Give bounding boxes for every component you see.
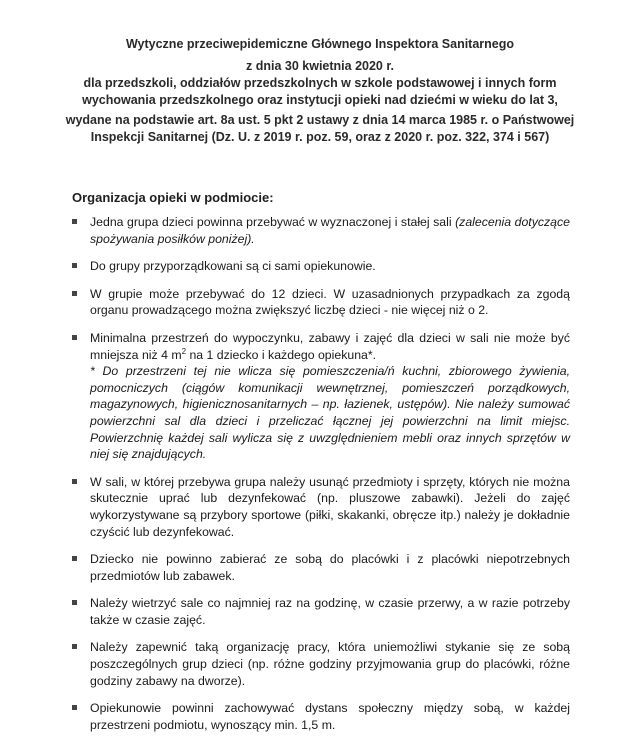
item-text: W grupie może przebywać do 12 dzieci. W uzasadnionych przypadkach za zgodą organu prowadzącego można zwiększyć liczbę dzieci - nie więcej niż o 2.	[90, 286, 570, 318]
list-item	[72, 474, 570, 540]
legal-line-2: Inspekcji Sanitarnej (Dz. U. z 2019 r. poz. 59, oraz z 2020 r. poz. 322, 374 i 567)	[90, 130, 550, 144]
item-text: Do grupy przyporządkowani są ci sami opiekunowie.	[90, 259, 376, 274]
section-title: Organizacja opieki w podmiocie:	[72, 190, 274, 205]
list-item	[72, 700, 570, 733]
item-text: Minimalna przestrzeń do wypoczynku, zabawy i zajęć dla dzieci w sali nie może być mniejsza niż 4 m	[90, 330, 570, 362]
item-text: Opiekunowie powinni zachowywać dystans społeczny między sobą, w każdej przestrzeni podmiotu, wynoszący min. 1,5 m.	[90, 701, 570, 732]
item-text: Należy zapewnić taką organizację pracy, która uniemożliwi stykanie się ze sobą poszczególnych grup dzieci (np. różne godziny przyjmowania grup do placówki, różne godziny zabawy na dworze).	[90, 640, 570, 688]
bullet-icon	[72, 705, 77, 710]
bullet-icon	[72, 556, 77, 561]
list-item	[72, 551, 570, 584]
list-item	[72, 214, 570, 247]
item-text: W sali, w której przebywa grupa należy usunąć przedmioty i sprzęty, których nie można skutecznie uprać lub dezynfekować (np. pluszowe zabawki). Jeżeli do zajęć wykorzystywane są przybory sportowe (piłki, skakanki, obręcze itp.) należy je dokładnie czyścić lub dezynfekować.	[90, 474, 570, 539]
guidelines-list	[72, 214, 570, 744]
item-text: Dziecko nie powinno zabierać ze sobą do placówki i z placówki niepotrzebnych przedmiotów lub zabawek.	[90, 552, 570, 583]
document-title: Wytyczne przeciwepidemiczne Głównego Inspektora Sanitarnego	[125, 37, 515, 51]
item-text: Należy wietrzyć sale co najmniej raz na godzinę, w czasie przerwy, a w razie potrzeby także w czasie zajęć.	[90, 596, 570, 627]
item-italic-text: (zalecenia dotyczące spożywania posiłków poniżej).	[90, 215, 570, 246]
header-legal-basis	[0, 112, 640, 146]
list-item	[72, 258, 570, 275]
bullet-icon	[72, 479, 77, 484]
list-item	[72, 286, 570, 319]
superscript: 2	[181, 346, 187, 356]
list-item	[72, 639, 570, 689]
header-date-scope	[0, 58, 640, 109]
scope-line-2: wychowania przedszkolnego oraz instytucji opieki nad dziećmi w wieku do lat 3,	[82, 93, 558, 107]
item-text-cont: na 1 dziecko i każdego opiekuna*.	[186, 347, 377, 362]
footnote-text: * Do przestrzeni tej nie wlicza się pomieszczenia/ń kuchni, zbiorowego żywienia, pomocniczych (ciągów komunikacji wewnętrznej, pomieszczeń porządkowych, magazynowych, higienicznosanitarnych – np. łazienek, ustępów). Nie należy sumować powierzchni sal dla dzieci i przeliczać łącznej jej powierzchni na limit miejsc. Powierzchnię każdej sali wylicza się z uwzględnieniem mebli oraz innych sprzętów w niej się znajdujących.	[90, 364, 570, 462]
list-item	[72, 595, 570, 628]
bullet-icon	[72, 335, 77, 340]
item-text: Jedna grupa dzieci powinna przebywać w wyznaczonej i stałej sali	[90, 215, 456, 229]
bullet-icon	[72, 263, 77, 268]
legal-line-1: wydane na podstawie art. 8a ust. 5 pkt 2 ustawy z dnia 14 marca 1985 r. o Państwowej	[65, 113, 575, 127]
bullet-icon	[72, 644, 77, 649]
bullet-icon	[72, 219, 77, 224]
scope-line-1: dla przedszkoli, oddziałów przedszkolnych w szkole podstawowej i innych form	[83, 76, 557, 90]
list-item	[72, 330, 570, 463]
bullet-icon	[72, 600, 77, 605]
document-date: z dnia 30 kwietnia 2020 r.	[246, 59, 394, 73]
bullet-icon	[72, 291, 77, 296]
